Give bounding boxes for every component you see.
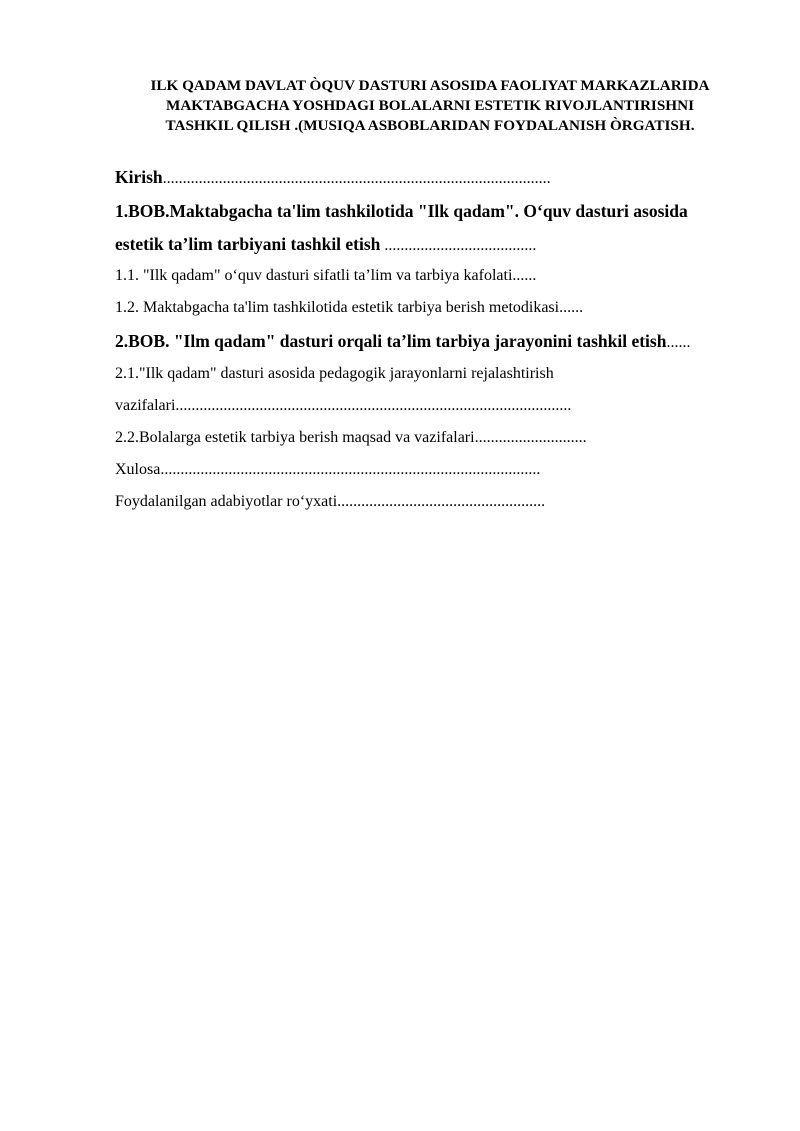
toc-leader-dots: ................................................................................................. [162,170,551,187]
toc-entry-chapter-1-cont [115,228,745,260]
toc-leader-dots: ...... [666,334,691,351]
toc-entry-label: estetik ta’lim tarbiyani tashkil etish [115,234,381,254]
toc-entry-label: 1.BOB.Maktabgacha ta'lim tashkilotida "Ilk qadam". O‘quv dasturi asosida [115,201,688,221]
toc-entry-kirish [115,160,745,194]
toc-entry-label: 2.1."Ilk qadam" dasturi asosida pedagogik jarayonlarni rejalashtirish [115,365,554,382]
toc-entry-references [115,486,745,518]
toc-entry-label: Foydalanilgan adabiyotlar ro‘yxati [115,493,338,510]
document-title [100,76,760,136]
title-line-2: MAKTABGACHA YOSHDAGI BOLALARNI ESTETIK RIVOJLANTIRISHNI [166,97,694,114]
toc-entry-label: 2.2.Bolalarga estetik tarbiya berish maqsad va vazifalari [115,429,475,446]
toc-entry-label: 1.1. "Ilk qadam" o‘quv dasturi sifatli ta’lim va tarbiya kafolati [115,267,513,284]
toc-leader-dots: ...... [559,299,584,316]
toc-entry-2-1 [115,358,745,390]
toc-entry-label: Xulosa [115,461,161,478]
toc-entry-1-1 [115,260,745,292]
toc-leader-dots: .................................................... [337,493,546,510]
toc-entry-chapter-1 [115,194,745,228]
toc-entry-xulosa [115,454,745,486]
toc-entry-chapter-2 [115,324,745,358]
title-line-3: TASHKIL QILISH .(MUSIQA ASBOBLARIDAN FOYDALANISH ÒRGATISH. [165,117,695,134]
toc-leader-dots: ............................ [474,429,587,446]
toc-entry-2-1-cont [115,390,745,422]
table-of-contents [115,160,745,518]
toc-entry-label: Kirish [115,167,163,187]
toc-entry-label: vazifalari [115,397,176,414]
toc-leader-dots: ...................................... [380,237,537,254]
toc-entry-label: 1.2. Maktabgacha ta'lim tashkilotida estetik tarbiya berish metodikasi [115,299,560,316]
toc-entry-label: 2.BOB. "Ilm qadam" dasturi orqali ta’lim tarbiya jarayonini tashkil etish [115,331,667,351]
toc-entry-1-2 [115,292,745,324]
toc-leader-dots: ...... [512,267,537,284]
toc-leader-dots: ................................................................................................... [175,397,572,414]
title-line-1: ILK QADAM DAVLAT ÒQUV DASTURI ASOSIDA FAOLIYAT MARKAZLARIDA [150,77,710,94]
toc-leader-dots: ............................................................................................... [160,461,541,478]
toc-entry-2-2 [115,422,745,454]
